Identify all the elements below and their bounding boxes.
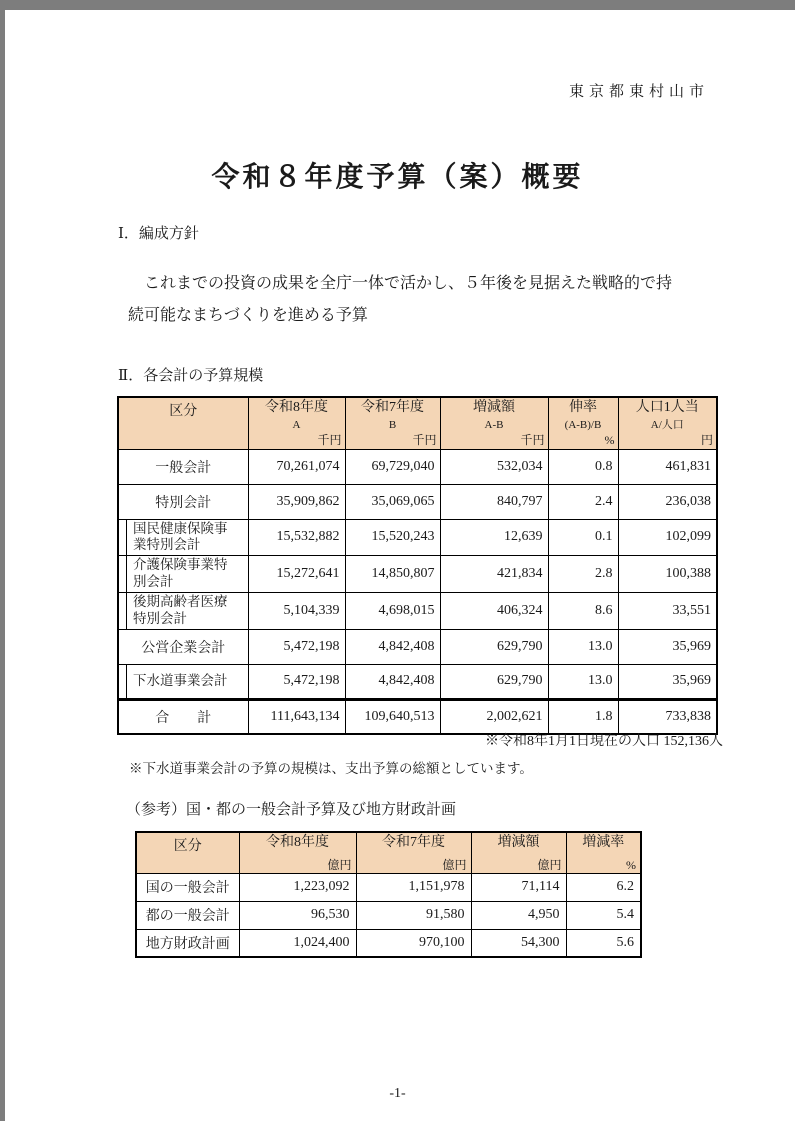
body-line: これまでの投資の成果を全庁一体で活かし、５年後を見据えた戦略的で持: [144, 275, 673, 292]
table-row-general: [118, 449, 717, 484]
header-unit: 億円: [327, 857, 352, 872]
cell-value: 4,842,408: [345, 664, 440, 699]
header-label: 人口1人当: [635, 400, 699, 415]
cell-value: 96,530: [239, 901, 356, 929]
cell-value: 733,838: [618, 699, 717, 734]
cell-value: 33,551: [618, 593, 717, 630]
header-label: 令和8年度: [266, 835, 329, 850]
header-label: 増減率: [582, 835, 625, 850]
cell-value: 1,151,978: [356, 873, 471, 901]
header-sub: A/人口: [650, 419, 684, 432]
cell-value: 5,104,339: [248, 593, 345, 630]
viewer-top-edge: [0, 0, 795, 10]
table-row-national: [136, 873, 641, 901]
column-header-change: [471, 832, 566, 873]
table-header-row: [136, 832, 641, 873]
table-row-special: [118, 484, 717, 519]
column-header-category: 区分: [136, 832, 239, 873]
cell-value: 629,790: [440, 664, 548, 699]
organization-name: 東京都東村山市: [568, 83, 709, 100]
header-label: 伸率: [569, 400, 597, 415]
cell-value: 109,640,513: [345, 699, 440, 734]
cell-value: 13.0: [548, 664, 618, 699]
cell-value: 1,223,092: [239, 873, 356, 901]
header-unit: %: [626, 857, 636, 872]
cell-value: 2.8: [548, 556, 618, 593]
header-sub: A: [292, 419, 301, 432]
cell-value: 8.6: [548, 593, 618, 630]
header-unit: 千円: [520, 433, 545, 448]
header-unit: 円: [700, 433, 713, 448]
header-sub: (A-B)/B: [564, 419, 602, 432]
population-note: ※令和8年1月1日現在の人口 152,136人: [485, 734, 723, 749]
row-label: 一般会計: [118, 449, 248, 484]
cell-value: 15,272,641: [248, 556, 345, 593]
cell-value: 840,797: [440, 484, 548, 519]
cell-value: 629,790: [440, 629, 548, 664]
table-row-nursing: [118, 556, 717, 593]
column-header-per-capita: [618, 397, 717, 449]
cell-value: 2,002,621: [440, 699, 548, 734]
cell-value: 461,831: [618, 449, 717, 484]
cell-value: 69,729,040: [345, 449, 440, 484]
cell-value: 35,909,862: [248, 484, 345, 519]
cell-value: 15,532,882: [248, 519, 345, 556]
cell-value: 4,950: [471, 901, 566, 929]
row-label: 公営企業会計: [118, 629, 248, 664]
row-label: 特別会計: [118, 484, 248, 519]
cell-value: 111,643,134: [248, 699, 345, 734]
body-line: 続可能なまちづくりを進める予算: [128, 307, 368, 324]
row-label: 都の一般会計: [136, 901, 239, 929]
cell-value: 100,388: [618, 556, 717, 593]
section2-heading: Ⅱ．各会計の予算規模: [118, 368, 264, 384]
table-header-row: [118, 397, 717, 449]
table-row-local-finance: [136, 929, 641, 957]
row-label: 国の一般会計: [136, 873, 239, 901]
cell-value: 4,842,408: [345, 629, 440, 664]
budget-scale-table: [117, 396, 718, 735]
header-unit: 千円: [412, 433, 437, 448]
cell-value: 13.0: [548, 629, 618, 664]
cell-value: 236,038: [618, 484, 717, 519]
table-row-sewerage: [118, 664, 717, 699]
table-row-nhi: [118, 519, 717, 556]
section1-heading: Ⅰ．編成方針: [118, 226, 199, 242]
cell-value: 35,969: [618, 664, 717, 699]
section1-body: [128, 268, 688, 332]
cell-value: 2.4: [548, 484, 618, 519]
header-label: 増減額: [473, 400, 515, 415]
cell-value: 5.6: [566, 929, 641, 957]
cell-value: 102,099: [618, 519, 717, 556]
column-header-r7: [356, 832, 471, 873]
table-row-total: [118, 699, 717, 734]
column-header-r8: [239, 832, 356, 873]
header-sub: A-B: [484, 419, 504, 432]
row-label: 地方財政計画: [136, 929, 239, 957]
cell-value: 15,520,243: [345, 519, 440, 556]
row-label: 合 計: [118, 699, 248, 734]
cell-value: 71,114: [471, 873, 566, 901]
header-sub: B: [388, 419, 397, 432]
row-label: 国民健康保険事業特別会計: [118, 519, 248, 556]
column-header-r8: [248, 397, 345, 449]
cell-value: 6.2: [566, 873, 641, 901]
cell-value: 0.8: [548, 449, 618, 484]
row-label: 後期高齢者医療特別会計: [118, 593, 248, 630]
cell-value: 970,100: [356, 929, 471, 957]
cell-value: 91,580: [356, 901, 471, 929]
cell-value: 35,069,065: [345, 484, 440, 519]
cell-value: 532,034: [440, 449, 548, 484]
reference-table: [135, 831, 642, 958]
table-row-elderly-medical: [118, 593, 717, 630]
column-header-category: 区分: [118, 397, 248, 449]
page-title: 令和８年度予算（案）概要: [211, 162, 584, 193]
cell-value: 35,969: [618, 629, 717, 664]
cell-value: 14,850,807: [345, 556, 440, 593]
cell-value: 12,639: [440, 519, 548, 556]
column-header-change-rate: [566, 832, 641, 873]
cell-value: 54,300: [471, 929, 566, 957]
column-header-change: [440, 397, 548, 449]
header-unit: %: [604, 433, 615, 448]
header-label: 令和7年度: [382, 835, 445, 850]
column-header-r7: [345, 397, 440, 449]
cell-value: 421,834: [440, 556, 548, 593]
sewer-note: ※下水道事業会計の予算の規模は、支出予算の総額としています。: [129, 761, 533, 776]
cell-value: 406,324: [440, 593, 548, 630]
header-unit: 千円: [317, 433, 342, 448]
header-unit: 億円: [537, 857, 562, 872]
row-label: 下水道事業会計: [118, 664, 248, 699]
cell-value: 4,698,015: [345, 593, 440, 630]
cell-value: 1.8: [548, 699, 618, 734]
header-label: 増減額: [497, 835, 540, 850]
header-unit: 億円: [442, 857, 467, 872]
page-number: -1-: [389, 1086, 406, 1101]
cell-value: 5.4: [566, 901, 641, 929]
table-row-public-enterprise: [118, 629, 717, 664]
cell-value: 70,261,074: [248, 449, 345, 484]
cell-value: 5,472,198: [248, 629, 345, 664]
cell-value: 0.1: [548, 519, 618, 556]
table-row-metropolitan: [136, 901, 641, 929]
column-header-rate: [548, 397, 618, 449]
cell-value: 5,472,198: [248, 664, 345, 699]
cell-value: 1,024,400: [239, 929, 356, 957]
header-label: 令和7年度: [361, 400, 424, 415]
header-label: 令和8年度: [265, 400, 328, 415]
reference-heading: （参考）国・都の一般会計予算及び地方財政計画: [126, 802, 457, 818]
row-label: 介護保険事業特別会計: [118, 556, 248, 593]
